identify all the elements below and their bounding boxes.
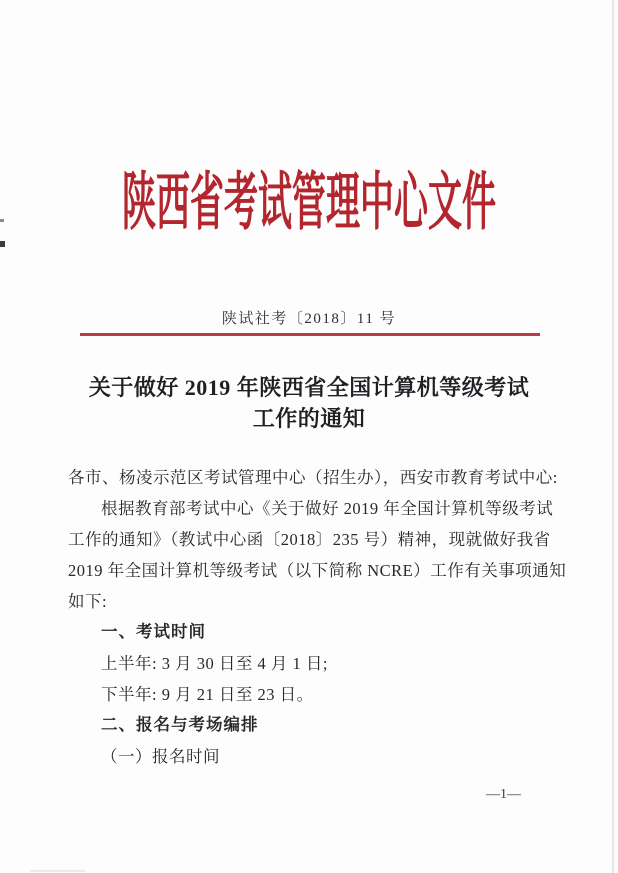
document-title-line2: 工作的通知	[252, 406, 366, 431]
section-1-heading: 一、考试时间	[101, 623, 206, 641]
exam-date-first-half: 上半年: 3 月 30 日至 4 月 1 日;	[101, 654, 328, 673]
intro-paragraph-line: 工作的通知》（教试中心函〔2018〕235 号）精神，现就做好我省	[68, 530, 551, 549]
document-title-line1: 关于做好 2019 年陕西省全国计算机等级考试	[88, 375, 530, 400]
intro-paragraph-line: 如下:	[68, 592, 108, 611]
intro-paragraph-line: 2019 年全国计算机等级考试（以下简称 NCRE）工作有关事项通知	[68, 561, 567, 580]
exam-date-second-half: 下半年: 9 月 21 日至 23 日。	[101, 685, 314, 704]
letterhead-org-title-text: 陕西省考试管理中心文件	[122, 169, 496, 239]
document-title	[0, 372, 618, 434]
page-number: —1—	[486, 787, 521, 802]
subsection-2-1-heading: （一）报名时间	[101, 747, 220, 766]
letterhead-org-title	[0, 169, 618, 239]
scan-artifact	[0, 241, 5, 247]
scan-page-edge	[612, 0, 614, 873]
document-number: 陕试社考〔2018〕11 号	[221, 311, 397, 327]
letterhead-red-divider	[80, 333, 540, 336]
document-body	[68, 462, 567, 772]
salutation-line: 各市、杨凌示范区考试管理中心（招生办），西安市教育考试中心:	[68, 468, 558, 487]
intro-paragraph-line: 根据教育部考试中心《关于做好 2019 年全国计算机等级考试	[101, 499, 554, 518]
section-2-heading: 二、报名与考场编排	[101, 716, 259, 734]
scan-artifact	[30, 870, 85, 872]
